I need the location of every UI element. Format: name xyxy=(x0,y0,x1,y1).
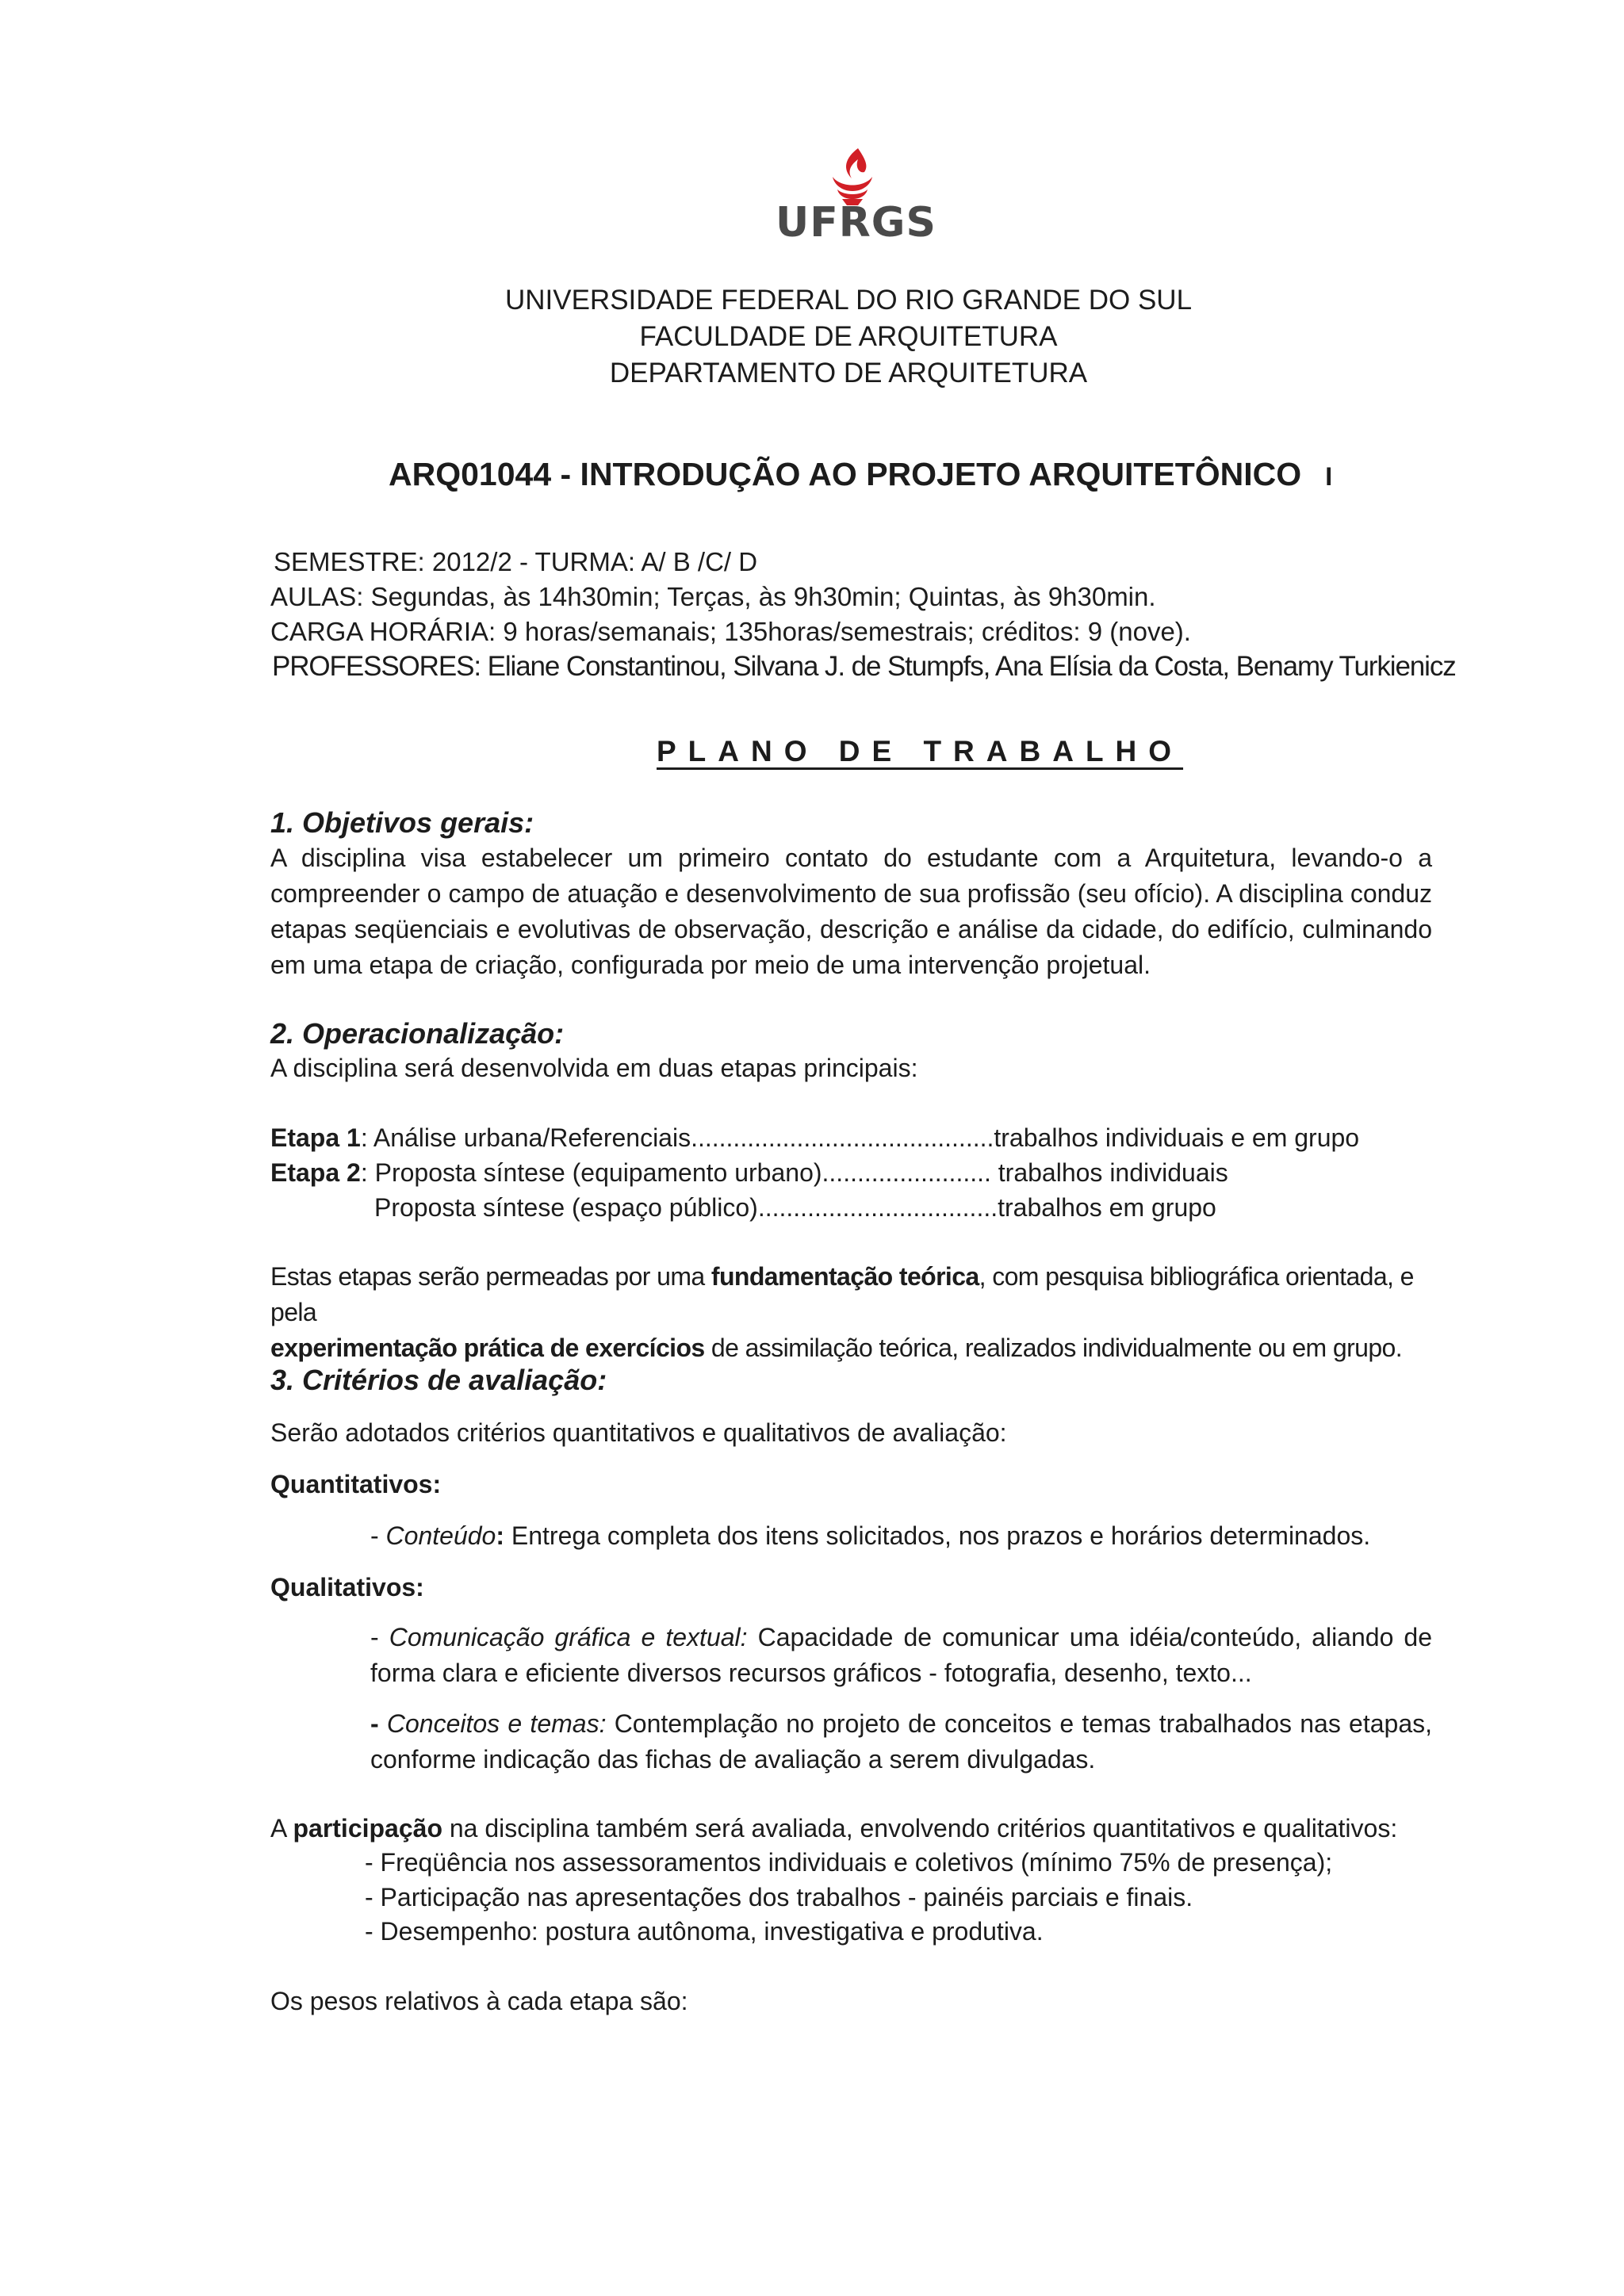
ufrgs-logo xyxy=(769,147,936,246)
conteudo-dash: - xyxy=(370,1521,386,1550)
participacao-term: participação xyxy=(293,1814,442,1843)
fundamentacao-term: fundamentação teórica xyxy=(710,1262,979,1291)
conceitos-item xyxy=(370,1706,1432,1777)
objetivos-heading: 1. Objetivos gerais: xyxy=(270,806,534,839)
comunicacao-term: Comunicação gráfica e textual: xyxy=(389,1623,748,1651)
conteudo-text: Entrega completa dos itens solicitados, nos prazos e horários determinados. xyxy=(504,1521,1371,1550)
conteudo-item xyxy=(370,1518,1370,1554)
conceitos-text: Contemplação no projeto de conceitos e temas trabalhados nas etapas, conforme indicação das fichas de avaliação a serem divulgadas. xyxy=(370,1709,1433,1774)
aulas-line: AULAS: Segundas, às 14h30min; Terças, às 9h30min; Quintas, às 9h30min. xyxy=(270,582,1156,611)
conteudo-colon: : xyxy=(496,1521,504,1550)
comunicacao-dash: - xyxy=(370,1623,389,1651)
fundamentacao-text-c: , com pesquisa bibliográfica orientada, e pela xyxy=(270,1262,1414,1326)
criterios-heading: 3. Critérios de avaliação: xyxy=(270,1364,607,1396)
conteudo-term: Conteúdo xyxy=(385,1521,496,1550)
objetivos-paragraph: A disciplina visa estabelecer um primeiro contato do estudante com a Arquitetura, levando-o a compreender o campo de atuação e desenvolvimento de sua profissão (seu ofício). A disciplina conduz etapas seqüenciais e evolutivas de observação, descrição e análise da cidade, do edifício, culminando em uma etapa de criação, configurada por meio de uma intervenção projetual. xyxy=(270,844,1432,979)
professores-line: PROFESSORES: Eliane Constantinou, Silvana J. de Stumpfs, Ana Elísia da Costa, Benamy Turkienicz xyxy=(272,651,1456,682)
semestre-line: SEMESTRE: 2012/2 - TURMA: A/ B /C/ D xyxy=(274,547,758,576)
participacao-intro xyxy=(270,1811,1397,1846)
comunicacao-item xyxy=(370,1620,1432,1691)
etapa-1-text: : Análise urbana/Referenciais...........................................trabalhos individuais e em grupo xyxy=(360,1123,1360,1152)
operacionalizacao-heading: 2. Operacionalização: xyxy=(270,1017,565,1050)
experimentacao-text: de assimilação teórica, realizados individualmente ou em grupo. xyxy=(704,1334,1403,1362)
fundamentacao-paragraph xyxy=(270,1259,1444,1366)
conceitos-term: Conceitos e temas: xyxy=(378,1709,607,1738)
participacao-item-1: - Freqüência nos assessoramentos individuais e coletivos (mínimo 75% de presença); xyxy=(365,1848,1333,1877)
etapa-2-line xyxy=(270,1155,1228,1191)
participacao-item-2: - Participação nas apresentações dos trabalhos - painéis parciais e finais. xyxy=(365,1883,1193,1911)
qualitativos-label: Qualitativos: xyxy=(270,1573,424,1601)
plano-heading: PLANO DE TRABALHO xyxy=(657,735,1184,767)
etapa-2-label: Etapa 2 xyxy=(270,1158,361,1187)
comunicacao-text: Capacidade de comunicar uma idéia/conteúdo, aliando de forma clara e eficiente diversos recursos gráficos - fotografia, desenho, texto... xyxy=(370,1623,1433,1687)
pesos-line: Os pesos relativos à cada etapa são: xyxy=(270,1987,688,2015)
logo-wordmark: UFRGS xyxy=(776,199,936,247)
conceitos-dash: - xyxy=(370,1709,379,1738)
etapa-2-text: : Proposta síntese (equipamento urbano)........................ trabalhos individuais xyxy=(360,1158,1228,1187)
department-name: DEPARTAMENTO DE ARQUITETURA xyxy=(609,358,1088,388)
criterios-intro: Serão adotados critérios quantitativos e qualitativos de avaliação: xyxy=(270,1418,1007,1447)
etapa-1-line xyxy=(270,1120,1359,1156)
operacionalizacao-intro: A disciplina será desenvolvida em duas etapas principais: xyxy=(270,1054,918,1082)
fundamentacao-text-a: Estas etapas serão permeadas por uma xyxy=(270,1262,711,1291)
participacao-text-c: na disciplina também será avaliada, envolvendo critérios quantitativos e qualitativos: xyxy=(442,1814,1398,1843)
faculty-name: FACULDADE DE ARQUITETURA xyxy=(639,321,1058,352)
quantitativos-label: Quantitativos: xyxy=(270,1470,442,1498)
carga-line: CARGA HORÁRIA: 9 horas/semanais; 135horas/semestrais; créditos: 9 (nove). xyxy=(270,617,1191,646)
course-title-text: ARQ01044 - INTRODUÇÃO AO PROJETO ARQUITETÔNICO xyxy=(389,456,1302,492)
participacao-text-a: A xyxy=(270,1814,293,1843)
university-name: UNIVERSIDADE FEDERAL DO RIO GRANDE DO SUL xyxy=(504,285,1193,316)
etapa-1-label: Etapa 1 xyxy=(270,1123,361,1152)
course-numeral: I xyxy=(1325,462,1333,491)
experimentacao-term: experimentação prática de exercícios xyxy=(270,1334,705,1362)
participacao-item-3: - Desempenho: postura autônoma, investigativa e produtiva. xyxy=(365,1917,1044,1946)
etapa-2b-line: Proposta síntese (espaço público)..................................trabalhos em grupo xyxy=(374,1193,1216,1222)
course-title xyxy=(389,456,1332,493)
